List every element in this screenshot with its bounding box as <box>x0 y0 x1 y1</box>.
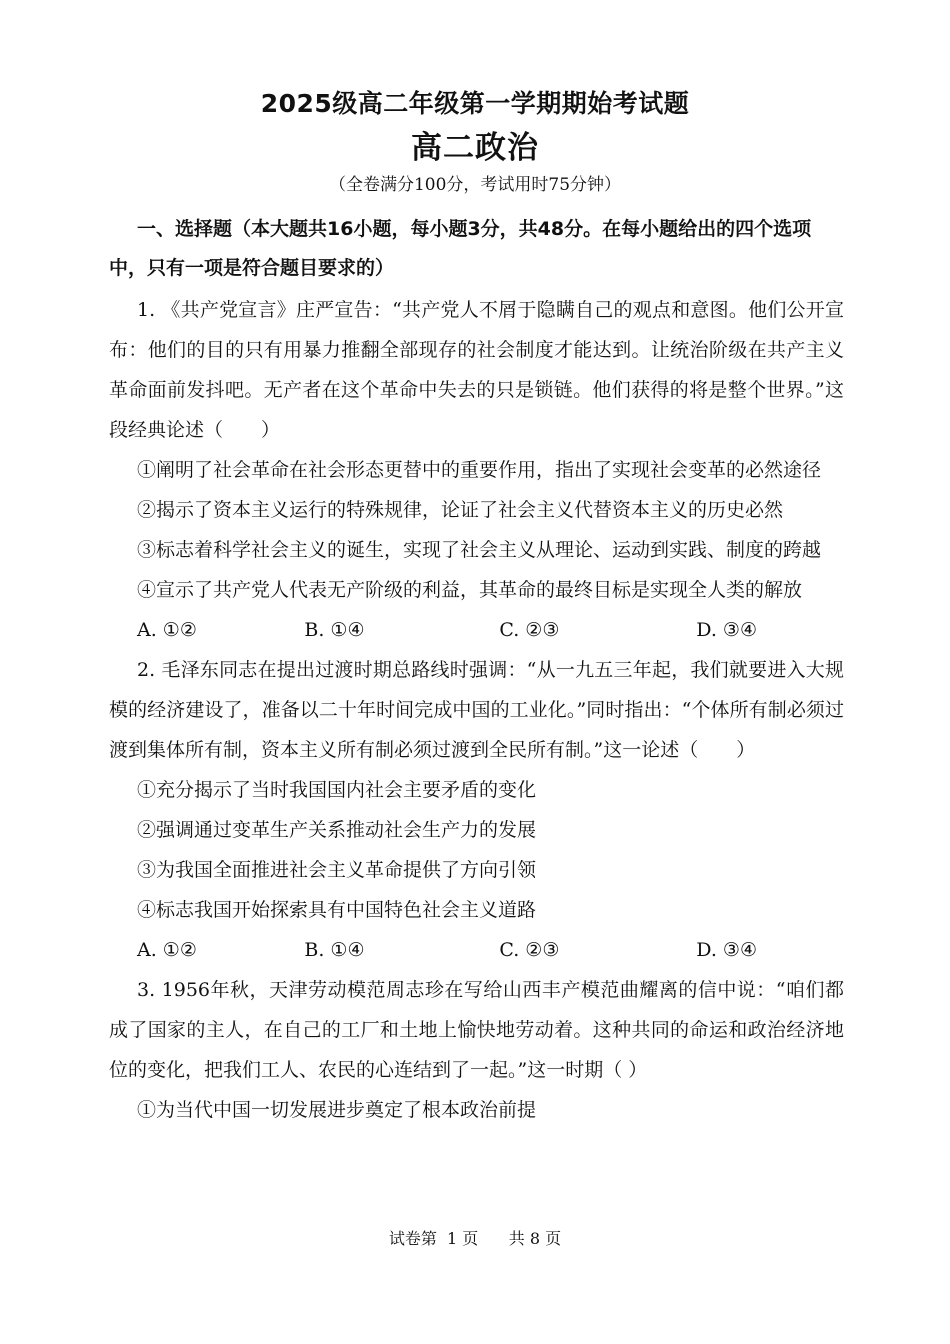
exam-subject: 高二政治 <box>411 130 539 166</box>
question-2-choice-d: D. ③④ <box>696 939 757 961</box>
question-2-option-2: ②强调通过变革生产关系推动社会生产力的发展 <box>137 819 537 841</box>
question-2-choice-c: C. ②③ <box>499 939 560 961</box>
question-1-choice-b: B. ①④ <box>304 619 365 641</box>
question-1-choice-d: D. ③④ <box>696 619 757 641</box>
page-footer: 试卷第 1 页 共 8 页 <box>388 1229 562 1248</box>
question-1-option-2: ②揭示了资本主义运行的特殊规律，论证了社会主义代替资本主义的历史必然 <box>137 499 784 521</box>
question-1-option-3: ③标志着科学社会主义的诞生，实现了社会主义从理论、运动到实践、制度的跨越 <box>137 539 822 561</box>
exam-score-note: （全卷满分100分，考试用时75分钟） <box>328 175 622 195</box>
question-1-option-1: ①阐明了社会革命在社会形态更替中的重要作用，指出了实现社会变革的必然途径 <box>137 459 822 481</box>
exam-title: 2025级高二年级第一学期期始考试题 <box>260 89 690 118</box>
question-2-choices <box>109 930 844 970</box>
question-2-choice-b: B. ①④ <box>304 939 365 961</box>
question-1-option-4: ④宣示了共产党人代表无产阶级的利益，其革命的最终目标是实现全人类的解放 <box>137 579 803 601</box>
question-2-option-4: ④标志我国开始探索具有中国特色社会主义道路 <box>137 899 537 921</box>
question-2-stem: 2. 毛泽东同志在提出过渡时期总路线时强调：“从一九五三年起，我们就要进入大规模的经济建设了，准备以二十年时间完成中国的工业化。”同时指出：“个体所有制必须过渡到集体所有制，资本主义所有制必须过渡到全民所有制。”这一论述（ ） <box>109 659 844 761</box>
question-3-stem: 3. 1956年秋，天津劳动模范周志珍在写给山西丰产模范曲耀离的信中说：“咱们都成了国家的主人，在自己的工厂和土地上愉快地劳动着。这种共同的命运和政治经济地位的变化，把我们工人、农民的心连结到了一起。”这一时期（ ） <box>109 979 844 1081</box>
question-1-choice-a: A. ①② <box>137 619 197 641</box>
exam-body <box>109 210 844 1130</box>
question-1-choices <box>109 610 844 650</box>
question-2-option-1: ①充分揭示了当时我国国内社会主要矛盾的变化 <box>137 779 537 801</box>
question-3-option-1: ①为当代中国一切发展进步奠定了根本政治前提 <box>137 1099 537 1121</box>
question-2-choice-a: A. ①② <box>137 939 197 961</box>
question-2-option-3: ③为我国全面推进社会主义革命提供了方向引领 <box>137 859 537 881</box>
section-heading: 一、选择题（本大题共16小题，每小题3分，共48分。在每小题给出的四个选项中，只有一项是符合题目要求的） <box>109 218 812 279</box>
question-1-choice-c: C. ②③ <box>499 619 560 641</box>
question-1-stem: 1. 《共产党宣言》庄严宣告：“共产党人不屑于隐瞒自己的观点和意图。他们公开宣布：他们的目的只有用暴力推翻全部现存的社会制度才能达到。让统治阶级在共产主义革命面前发抖吧。无产者在这个革命中失去的只是锁链。他们获得的将是整个世界。”这段经典论述（ ） <box>109 299 844 441</box>
